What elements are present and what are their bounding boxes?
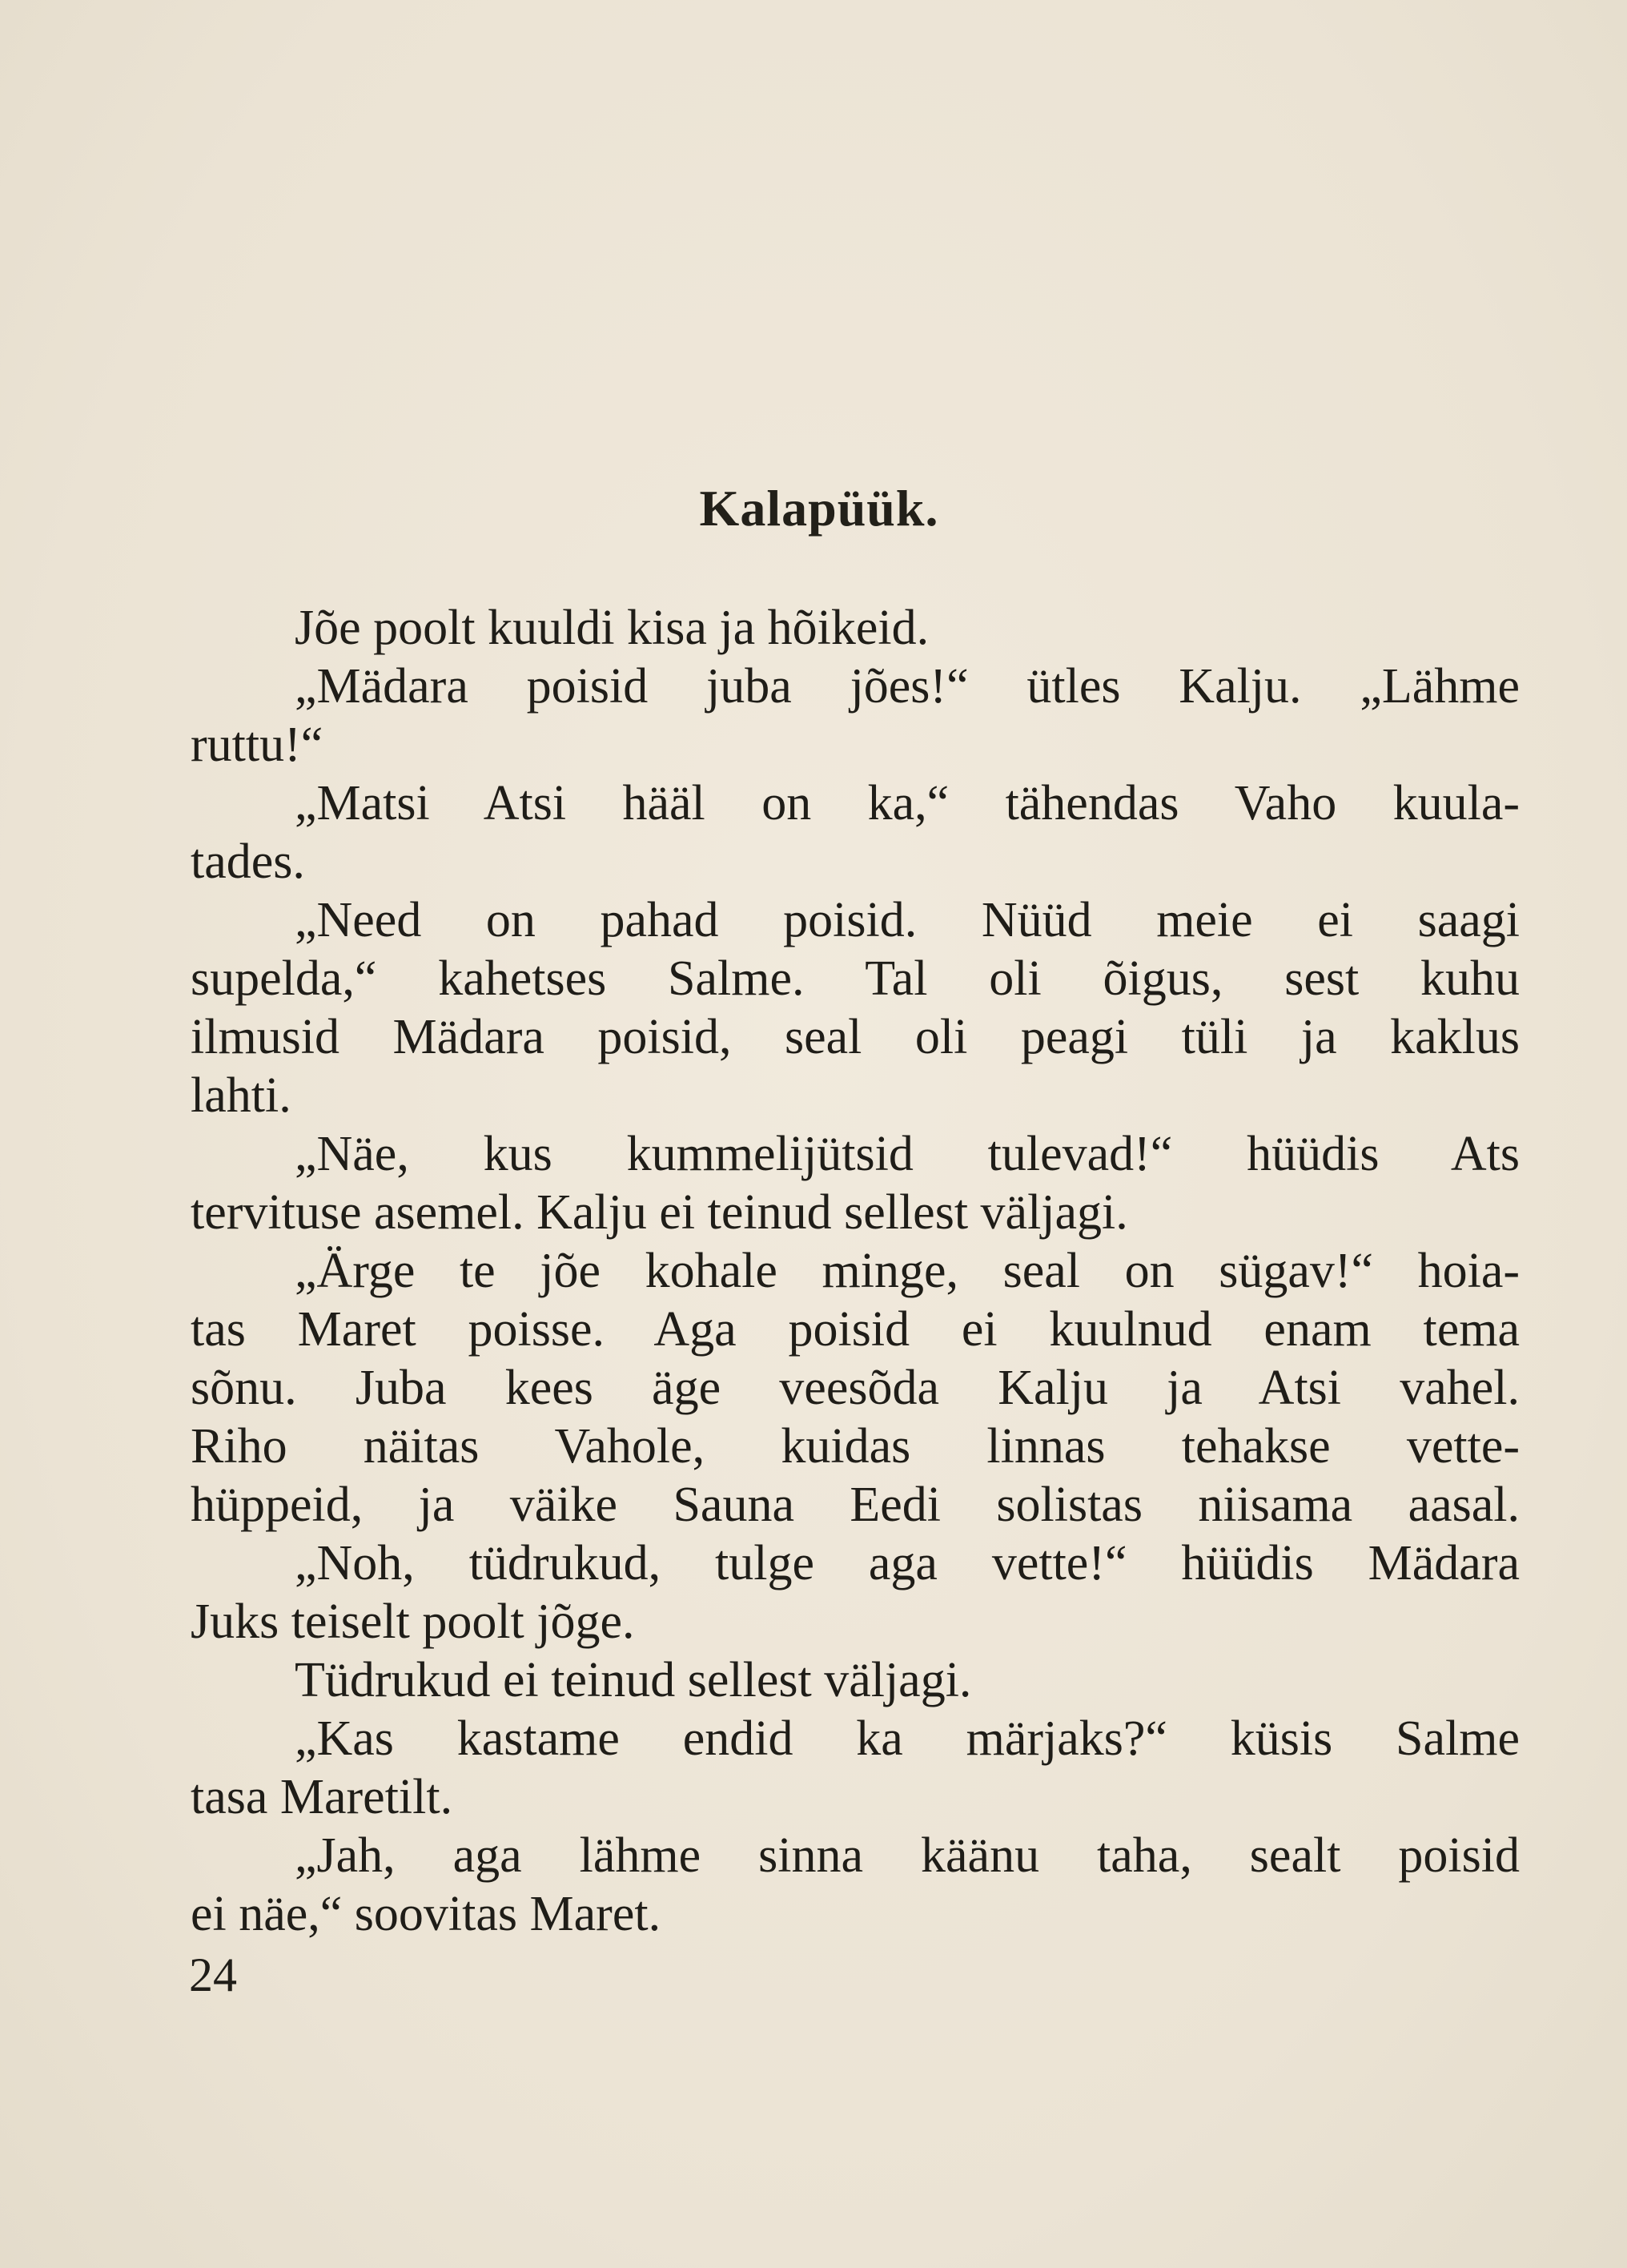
text-line: „Ärge te jõe kohale minge, seal on sügav!“ hoia- [295,1244,1520,1298]
chapter-title: Kalapüük. [699,480,939,537]
text-line: tasa Maretilt. [191,1770,453,1824]
body-text [191,599,1520,1944]
text-line: ruttu!“ [191,718,323,772]
text-line: tas Maret poisse. Aga poisid ei kuulnud enam tema [191,1302,1520,1357]
text-line: lahti. [191,1068,291,1123]
text-line: tades. [191,834,305,889]
text-line: „Kas kastame endid ka märjaks?“ küsis Salme [295,1711,1520,1766]
text-line: „Noh, tüdrukud, tulge aga vette!“ hüüdis Mädara [295,1536,1520,1590]
text-line: supelda,“ kahetses Salme. Tal oli õigus, sest kuhu [191,951,1520,1006]
text-line: Jõe poolt kuuldi kisa ja hõikeid. [295,601,930,655]
text-line: tervituse asemel. Kalju ei teinud sellest väljagi. [191,1185,1128,1240]
text-line: „Jah, aga lähme sinna käänu taha, sealt poisid [295,1828,1520,1883]
text-line: Juks teiselt poolt jõge. [191,1594,635,1649]
page-number: 24 [189,1948,237,2001]
text-line: „Mädara poisid juba jões!“ ütles Kalju. „Lähme [295,659,1520,714]
text-line: Tüdrukud ei teinud sellest väljagi. [295,1653,972,1707]
text-line: hüppeid, ja väike Sauna Eedi solistas niisama aasal. [191,1478,1520,1532]
text-line: sõnu. Juba kees äge veesõda Kalju ja Atsi vahel. [191,1361,1520,1415]
text-line: „Need on pahad poisid. Nüüd meie ei saagi [295,893,1520,947]
text-line: „Matsi Atsi hääl on ka,“ tähendas Vaho kuula- [295,776,1520,830]
text-line: Riho näitas Vahole, kuidas linnas tehakse vette- [191,1419,1520,1474]
text-line: „Näe, kus kummelijütsid tulevad!“ hüüdis Ats [295,1127,1520,1181]
text-line: ei näe,“ soovitas Maret. [191,1887,661,1941]
text-line: ilmusid Mädara poisid, seal oli peagi tüli ja kaklus [191,1010,1520,1064]
